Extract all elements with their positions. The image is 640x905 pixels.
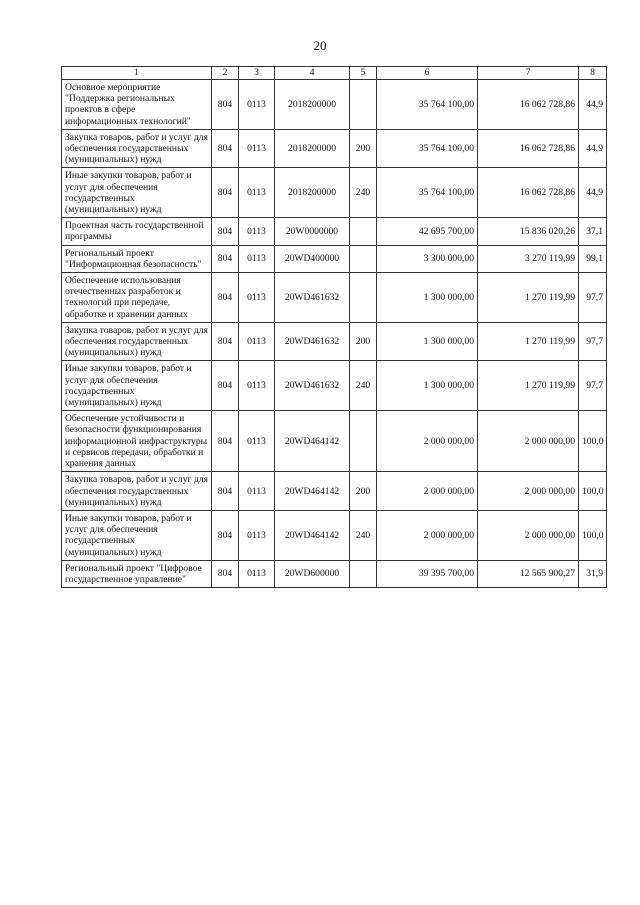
row-name: Проектная часть государственной программы	[62, 218, 212, 245]
column-header-1: 1	[62, 67, 212, 80]
row-actual-amount: 1 270 119,99	[478, 273, 579, 323]
row-grbs-code: 804	[212, 168, 239, 218]
row-name: Региональный проект "Информационная безопасность"	[62, 245, 212, 272]
row-name: Иные закупки товаров, работ и услуг для обеспечения государственных (муниципальных) нужд	[62, 361, 212, 411]
row-actual-amount: 1 270 119,99	[478, 361, 579, 411]
table-row	[62, 322, 607, 361]
row-name: Иные закупки товаров, работ и услуг для обеспечения государственных (муниципальных) нужд	[62, 168, 212, 218]
row-target-code: 20WD600000	[275, 560, 350, 587]
row-expense-type-code	[350, 218, 377, 245]
row-expense-type-code: 200	[350, 129, 377, 168]
row-planned-amount: 35 764 100,00	[377, 168, 478, 218]
table-body	[62, 80, 607, 588]
column-header-6: 6	[377, 67, 478, 80]
row-section-code: 0113	[239, 80, 275, 130]
row-section-code: 0113	[239, 472, 275, 511]
row-expense-type-code	[350, 411, 377, 472]
row-expense-type-code	[350, 245, 377, 272]
row-grbs-code: 804	[212, 218, 239, 245]
row-percent: 99,1	[579, 245, 607, 272]
row-target-code: 20WD464142	[275, 510, 350, 560]
row-section-code: 0113	[239, 245, 275, 272]
row-percent: 31,9	[579, 560, 607, 587]
row-percent: 37,1	[579, 218, 607, 245]
row-name: Обеспечение устойчивости и безопасности функционирования информационной инфраструктуры и сервисов передачи, обработки и хранения данных	[62, 411, 212, 472]
row-expense-type-code	[350, 273, 377, 323]
column-header-7: 7	[478, 67, 579, 80]
row-target-code: 20WD461632	[275, 322, 350, 361]
row-section-code: 0113	[239, 168, 275, 218]
row-name: Закупка товаров, работ и услуг для обеспечения государственных (муниципальных) нужд	[62, 129, 212, 168]
row-actual-amount: 2 000 000,00	[478, 510, 579, 560]
row-percent: 97,7	[579, 361, 607, 411]
row-actual-amount: 15 836 020,26	[478, 218, 579, 245]
row-expense-type-code: 200	[350, 322, 377, 361]
row-expense-type-code: 200	[350, 472, 377, 511]
header-row	[62, 67, 607, 80]
row-actual-amount: 16 062 728,86	[478, 168, 579, 218]
table-row	[62, 273, 607, 323]
budget-table	[61, 66, 607, 588]
row-target-code: 20W0000000	[275, 218, 350, 245]
row-actual-amount: 16 062 728,86	[478, 80, 579, 130]
row-grbs-code: 804	[212, 322, 239, 361]
row-name: Обеспечение использования отечественных разработок и технологий при передаче, обработке и хранении данных	[62, 273, 212, 323]
row-section-code: 0113	[239, 273, 275, 323]
column-header-4: 4	[275, 67, 350, 80]
row-name: Закупка товаров, работ и услуг для обеспечения государственных (муниципальных) нужд	[62, 472, 212, 511]
table-row	[62, 411, 607, 472]
row-grbs-code: 804	[212, 560, 239, 587]
row-planned-amount: 2 000 000,00	[377, 510, 478, 560]
row-target-code: 20WD461632	[275, 361, 350, 411]
row-planned-amount: 42 695 700,00	[377, 218, 478, 245]
row-percent: 44,9	[579, 129, 607, 168]
row-planned-amount: 1 300 000,00	[377, 273, 478, 323]
row-section-code: 0113	[239, 411, 275, 472]
row-expense-type-code: 240	[350, 361, 377, 411]
row-target-code: 2018200000	[275, 129, 350, 168]
row-name: Основное мероприятие "Поддержка региональных проектов в сфере информационных технологий"	[62, 80, 212, 130]
row-actual-amount: 3 270 119,99	[478, 245, 579, 272]
row-section-code: 0113	[239, 129, 275, 168]
row-target-code: 20WD400000	[275, 245, 350, 272]
page-number: 20	[313, 38, 327, 53]
row-target-code: 20WD464142	[275, 472, 350, 511]
row-percent: 100,0	[579, 510, 607, 560]
row-section-code: 0113	[239, 322, 275, 361]
row-section-code: 0113	[239, 510, 275, 560]
row-actual-amount: 12 565 900,27	[478, 560, 579, 587]
row-grbs-code: 804	[212, 245, 239, 272]
row-grbs-code: 804	[212, 510, 239, 560]
row-planned-amount: 35 764 100,00	[377, 80, 478, 130]
row-expense-type-code	[350, 560, 377, 587]
row-expense-type-code: 240	[350, 510, 377, 560]
row-grbs-code: 804	[212, 411, 239, 472]
row-name: Региональный проект "Цифровое государственное управление"	[62, 560, 212, 587]
row-target-code: 20WD464142	[275, 411, 350, 472]
row-actual-amount: 2 000 000,00	[478, 472, 579, 511]
column-header-5: 5	[350, 67, 377, 80]
table-row	[62, 218, 607, 245]
row-name: Закупка товаров, работ и услуг для обеспечения государственных (муниципальных) нужд	[62, 322, 212, 361]
row-actual-amount: 16 062 728,86	[478, 129, 579, 168]
table-row	[62, 129, 607, 168]
table-row	[62, 361, 607, 411]
row-planned-amount: 39 395 700,00	[377, 560, 478, 587]
row-planned-amount: 3 300 000,00	[377, 245, 478, 272]
row-percent: 97,7	[579, 322, 607, 361]
row-section-code: 0113	[239, 560, 275, 587]
row-target-code: 20WD461632	[275, 273, 350, 323]
row-name: Иные закупки товаров, работ и услуг для обеспечения государственных (муниципальных) нужд	[62, 510, 212, 560]
row-planned-amount: 1 300 000,00	[377, 361, 478, 411]
table-row	[62, 510, 607, 560]
table-row	[62, 245, 607, 272]
row-planned-amount: 35 764 100,00	[377, 129, 478, 168]
row-target-code: 2018200000	[275, 168, 350, 218]
row-percent: 97,7	[579, 273, 607, 323]
column-header-8: 8	[579, 67, 607, 80]
column-header-3: 3	[239, 67, 275, 80]
row-section-code: 0113	[239, 361, 275, 411]
row-percent: 100,0	[579, 411, 607, 472]
row-target-code: 2018200000	[275, 80, 350, 130]
row-percent: 44,9	[579, 168, 607, 218]
row-grbs-code: 804	[212, 472, 239, 511]
table-row	[62, 80, 607, 130]
table-row	[62, 472, 607, 511]
row-planned-amount: 2 000 000,00	[377, 472, 478, 511]
row-expense-type-code	[350, 80, 377, 130]
row-planned-amount: 2 000 000,00	[377, 411, 478, 472]
row-grbs-code: 804	[212, 273, 239, 323]
column-header-2: 2	[212, 67, 239, 80]
table-row	[62, 168, 607, 218]
table-row	[62, 560, 607, 587]
row-planned-amount: 1 300 000,00	[377, 322, 478, 361]
row-actual-amount: 1 270 119,99	[478, 322, 579, 361]
row-percent: 100,0	[579, 472, 607, 511]
row-grbs-code: 804	[212, 129, 239, 168]
row-percent: 44,9	[579, 80, 607, 130]
row-grbs-code: 804	[212, 361, 239, 411]
row-section-code: 0113	[239, 218, 275, 245]
row-expense-type-code: 240	[350, 168, 377, 218]
row-grbs-code: 804	[212, 80, 239, 130]
row-actual-amount: 2 000 000,00	[478, 411, 579, 472]
